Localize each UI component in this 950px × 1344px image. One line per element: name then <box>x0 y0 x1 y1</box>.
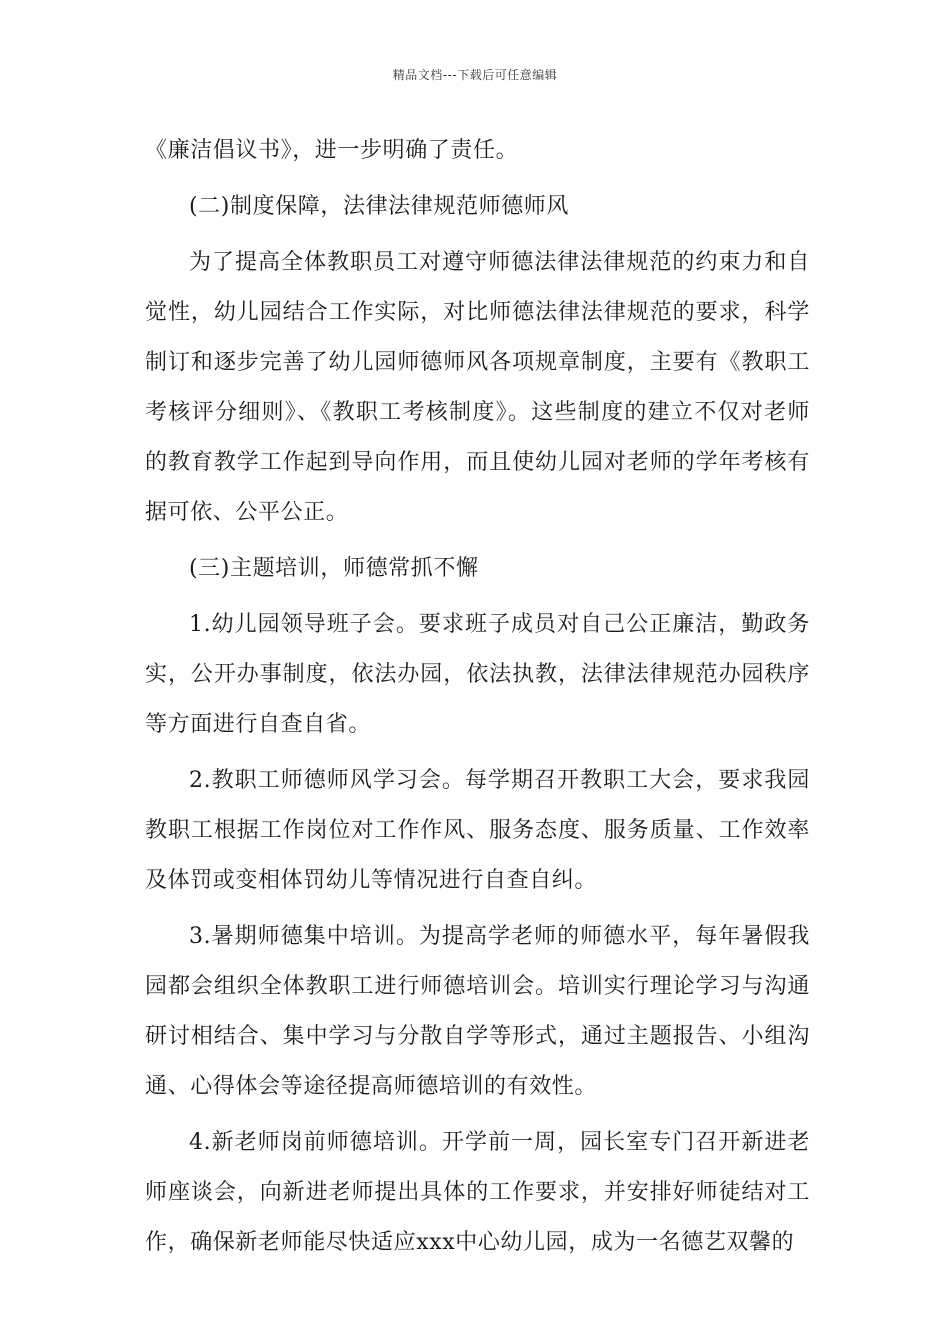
section-heading-3: (三)主题培训，师德常抓不懈 <box>189 556 479 581</box>
page-header: 精品文档---下载后可任意编辑 <box>392 68 558 82</box>
paragraph-continuation: 《廉洁倡议书》，进一步明确了责任。 <box>145 138 519 163</box>
section-heading-2: (二)制度保障，法律法律规范师德师风 <box>189 194 569 219</box>
list-item-4: 4.新老师岗前师德培训。开学前一周，园长室专门召开新进老师座谈会，向新进老师提出具体的工作要求，并安排好师徒结对工作，确保新老师能尽快适应xxx中心幼儿园，成为一名德艺双馨的 <box>145 1130 810 1255</box>
list-item-1: 1.幼儿园领导班子会。要求班子成员对自己公正廉洁，勤政务实，公开办事制度，依法办园，依法执教，法律法律规范办园秩序等方面进行自查自省。 <box>145 612 810 737</box>
paragraph-regulations: 为了提高全体教职员工对遵守师德法律法律规范的约束力和自觉性，幼儿园结合工作实际，对比师德法律法律规范的要求，科学制订和逐步完善了幼儿园师德师风各项规章制度，主要有《教职工考核评分细则》、《教职工考核制度》。这些制度的建立不仅对老师的教育教学工作起到导向作用，而且使幼儿园对老师的学年考核有据可依、公平公正。 <box>145 250 810 525</box>
document-body <box>145 126 810 1274</box>
list-item-2: 2.教职工师德师风学习会。每学期召开教职工大会，要求我园教职工根据工作岗位对工作作风、服务态度、服务质量、工作效率及体罚或变相体罚幼儿等情况进行自查自纠。 <box>145 768 810 893</box>
list-item-3: 3.暑期师德集中培训。为提高学老师的师德水平，每年暑假我园都会组织全体教职工进行师德培训会。培训实行理论学习与沟通研讨相结合、集中学习与分散自学等形式，通过主题报告、小组沟通、心得体会等途径提高师德培训的有效性。 <box>145 924 810 1099</box>
